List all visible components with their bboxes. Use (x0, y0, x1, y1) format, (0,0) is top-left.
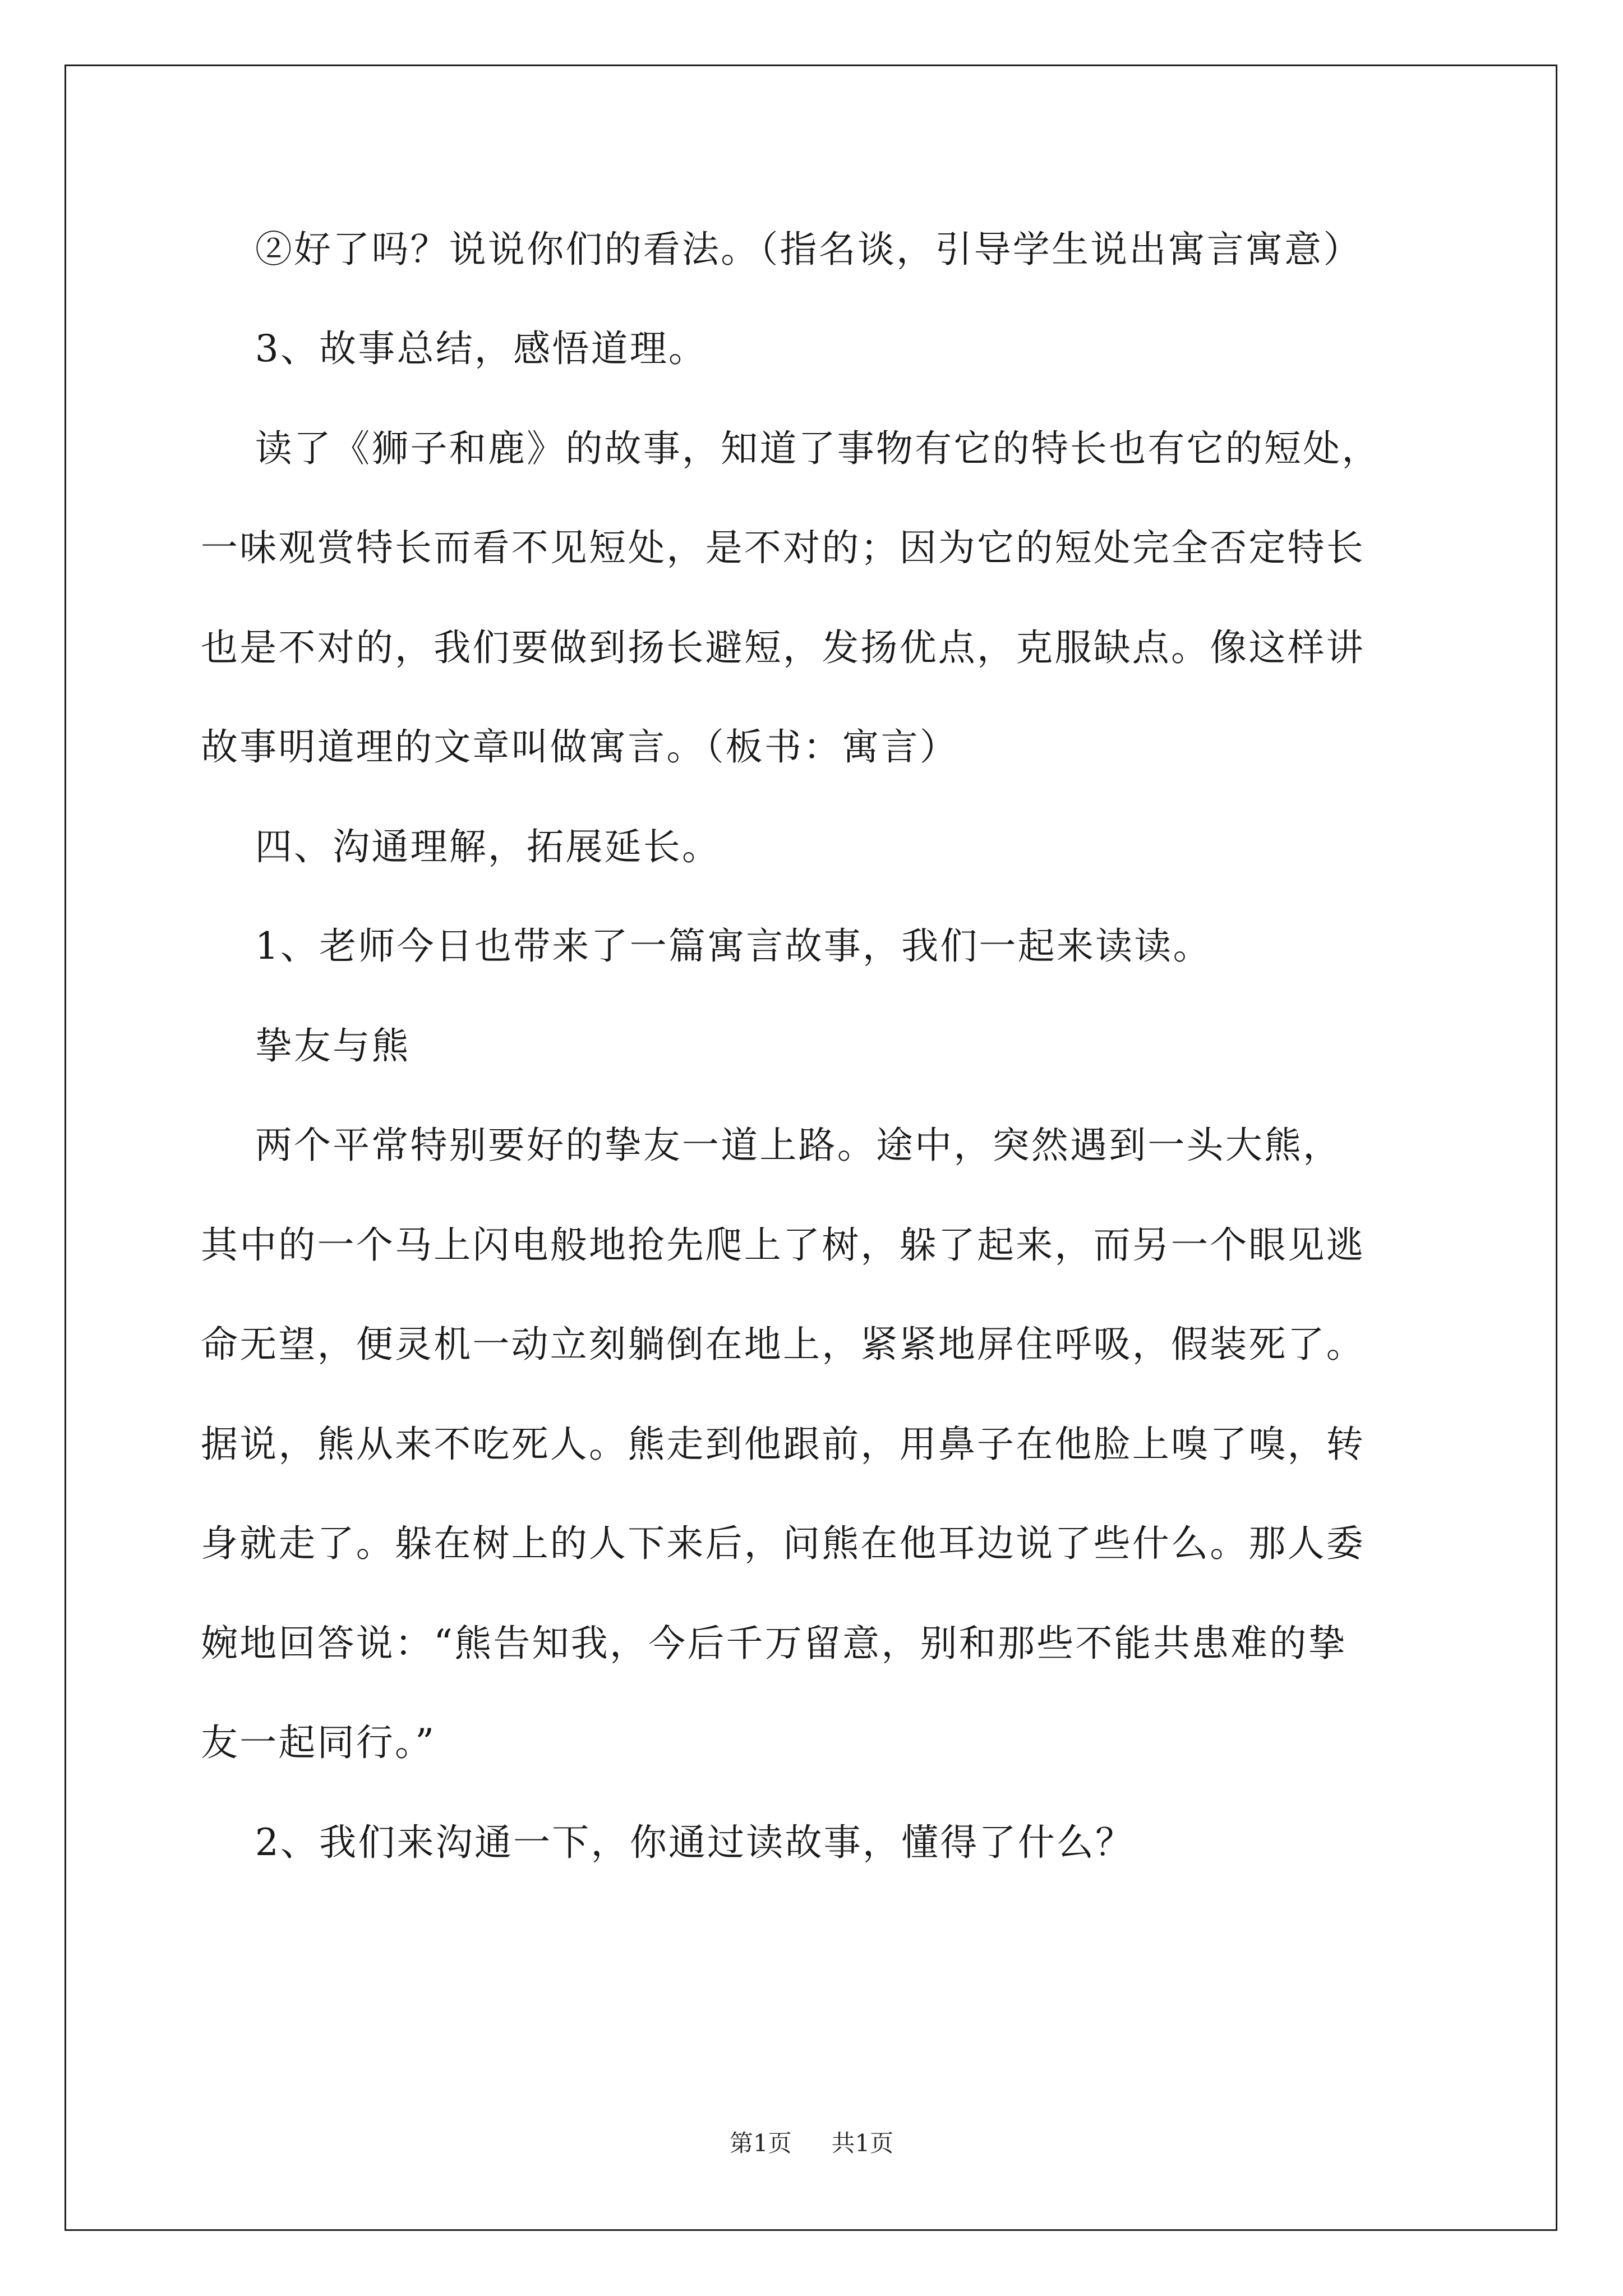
paragraph-line: 故事明道理的文章叫做寓言。（板书：寓言） (201, 725, 958, 769)
paragraph-line: 也是不对的，我们要做到扬长避短，发扬优点，克服缺点。像这样讲 (201, 626, 1365, 669)
paragraph-line: 1、老师今日也带来了一篇寓言故事，我们一起来读读。 (201, 924, 1212, 968)
paragraph-line: ②好了吗？说说你们的看法。（指名谈，引导学生说出寓言寓意） (201, 228, 1362, 271)
section-heading: 四、沟通理解，拓展延长。 (201, 825, 721, 868)
paragraph-line: 婉地回答说：“熊告知我，今后千万留意，别和那些不能共患难的挚 (201, 1622, 1347, 1665)
paragraph-line: 一味观赏特长而看不见短处，是不对的；因为它的短处完全否定特长 (201, 526, 1365, 569)
paragraph-line: 友一起同行。” (201, 1721, 436, 1764)
paragraph-line: 3、故事总结，感悟道理。 (201, 327, 708, 370)
paragraph-line: 其中的一个马上闪电般地抢先爬上了树，躲了起来，而另一个眼见逃 (201, 1223, 1365, 1267)
paragraph-line: 身就走了。躲在树上的人下来后，问熊在他耳边说了些什么。那人委 (201, 1522, 1365, 1565)
page-number: 第1页 (729, 2129, 792, 2157)
story-title: 挚友与熊 (201, 1024, 411, 1068)
page-total: 共1页 (831, 2129, 894, 2157)
paragraph-line: 命无望，便灵机一动立刻躺倒在地上，紧紧地屏住呼吸，假装死了。 (201, 1323, 1365, 1366)
page-footer (0, 2129, 1623, 2157)
paragraph-line: 2、我们来沟通一下，你通过读故事，懂得了什么？ (201, 1821, 1135, 1864)
paragraph-line: 读了《狮子和鹿》的故事，知道了事物有它的特长也有它的短处， (201, 427, 1381, 470)
paragraph-line: 两个平常特别要好的挚友一道上路。途中，突然遇到一头大熊， (201, 1124, 1342, 1167)
paragraph-line: 据说，熊从来不吃死人。熊走到他跟前，用鼻子在他脸上嗅了嗅，转 (201, 1423, 1365, 1466)
